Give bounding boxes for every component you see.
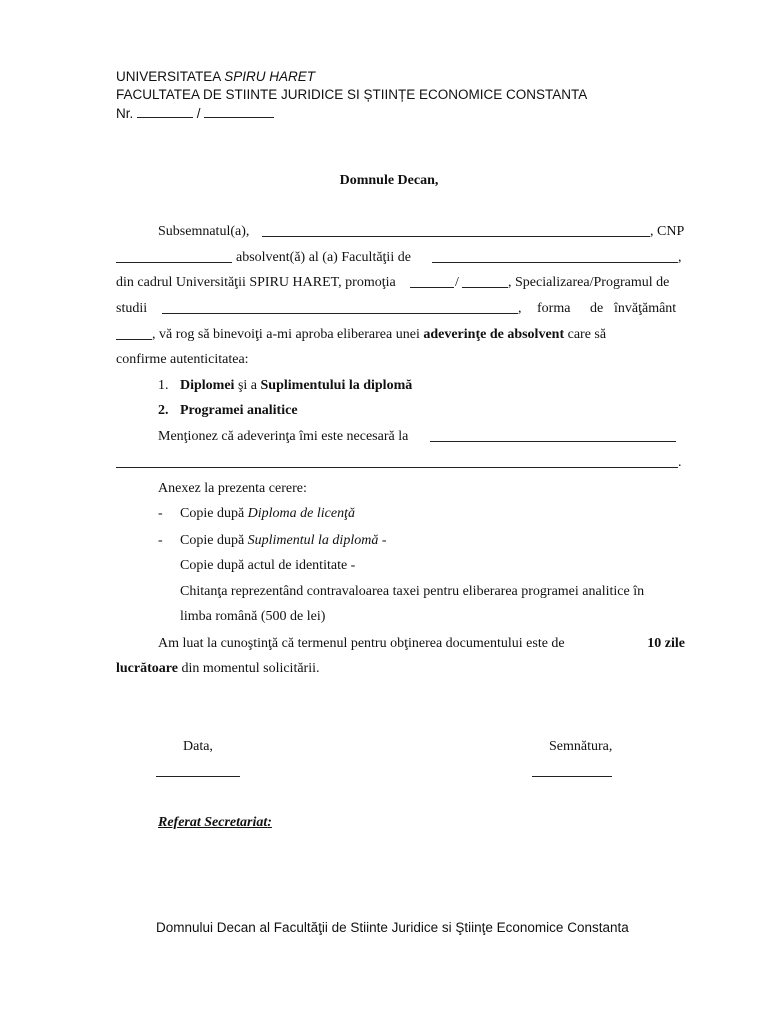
specializarea-label: , Specializarea/Programul de [508, 275, 670, 290]
registration-number [116, 104, 274, 123]
annex-copy-supplement [180, 532, 387, 550]
nr-blank-1[interactable] [137, 104, 193, 118]
item1-diplomei: Diplomei [180, 378, 235, 393]
faculty-blank[interactable] [432, 262, 678, 263]
university-prefix: UNIVERSITATEA [116, 69, 225, 84]
salutation: Domnule Decan, [339, 173, 439, 188]
item1-and: şi a [234, 378, 261, 393]
studii-label: studii [116, 301, 148, 316]
name-blank[interactable] [262, 236, 650, 237]
promotia-blank-2[interactable] [462, 287, 508, 288]
list-item-2-number: 2. [158, 403, 169, 418]
referat-secretariat [158, 814, 272, 832]
copy-prefix-1: Copie după [180, 506, 248, 521]
annex-receipt-line-1: Chitanţa reprezentând contravaloarea taxei pentru eliberarea programei analitice în [180, 584, 645, 599]
annex-copy-diploma [180, 505, 355, 523]
deadline-line-1 [158, 635, 685, 653]
university-line [116, 68, 315, 86]
studii-blank[interactable] [162, 313, 518, 314]
comma-2: , [518, 301, 522, 316]
absolvent-label: absolvent(ă) al (a) Facultăţii de [236, 250, 411, 265]
subsemnatul-label: Subsemnatul(a), [158, 224, 250, 239]
deadline-days: 10 zile [647, 636, 685, 651]
promotia-blank-1[interactable] [410, 287, 454, 288]
nr-blank-2[interactable] [204, 104, 274, 118]
copy-diploma-italic: Diploma de licenţă [247, 506, 355, 521]
university-name: SPIRU HARET [224, 69, 316, 84]
copy-supplement-italic: Suplimentul la diplomă [247, 533, 379, 548]
bullet-dash-1: - [158, 506, 163, 521]
de-word: de [590, 301, 604, 316]
nr-label: Nr. [116, 106, 138, 121]
footer-addressee: Domnului Decan al Facultăţii de Stiinte Juridice si Ştiinţe Economice Constanta [156, 920, 629, 935]
forma-blank[interactable] [116, 339, 152, 340]
deadline-text: Am luat la cunoştinţă că termenul pentru obţinerea documentului este de [158, 636, 565, 651]
item1-supliment: Suplimentului la diplomă [260, 378, 413, 393]
date-label: Data, [183, 739, 213, 754]
promotia-label: din cadrul Universităţii SPIRU HARET, promoţia [116, 275, 396, 290]
anexez-label: Anexez la prezenta cerere: [158, 481, 307, 496]
date-blank[interactable] [156, 776, 240, 777]
copy-prefix-2: Copie după [180, 533, 248, 548]
necesar-blank-2[interactable] [116, 467, 678, 468]
list-item-2: Programei analitice [180, 403, 298, 418]
deadline-rest: din momentul solicitării. [177, 661, 320, 676]
cnp-blank[interactable] [116, 262, 232, 263]
annex-receipt-line-2: limba română (500 de lei) [180, 609, 326, 624]
forma-word: forma [537, 301, 571, 316]
nr-separator: / [193, 106, 205, 121]
signature-label: Semnătura, [549, 739, 613, 754]
referat-colon: : [267, 815, 272, 830]
cnp-label: , CNP [650, 224, 685, 239]
request-part-1: , vă rog să binevoiţi a-mi aproba eliberarea unei [152, 327, 420, 342]
invatamant-word: învăţământ [614, 301, 677, 316]
comma-1: , [678, 250, 682, 265]
list-item-1-number: 1. [158, 378, 169, 393]
confirm-line: confirme autenticitatea: [116, 352, 249, 367]
faculty-line: FACULTATEA DE STIINTE JURIDICE SI ȘTIINȚE ECONOMICE CONSTANTA [116, 87, 588, 102]
necesar-blank-1[interactable] [430, 441, 676, 442]
promotia-sep: / [455, 275, 459, 290]
list-item-1 [180, 377, 412, 395]
request-part-3: care să [567, 327, 607, 342]
copy-supplement-dash: - [378, 533, 387, 548]
annex-copy-id: Copie după actul de identitate - [180, 558, 356, 573]
deadline-line-2 [116, 660, 320, 678]
signature-blank[interactable] [532, 776, 612, 777]
necesar-label: Menţionez că adeverinţa îmi este necesară la [158, 429, 409, 444]
referat-title: Referat Secretariat [158, 815, 268, 830]
request-bold: adeverinţe de absolvent [423, 327, 565, 342]
request-text [152, 326, 606, 344]
bullet-dash-2: - [158, 533, 163, 548]
deadline-working: lucrătoare [116, 661, 178, 676]
necesar-period: . [678, 455, 682, 470]
